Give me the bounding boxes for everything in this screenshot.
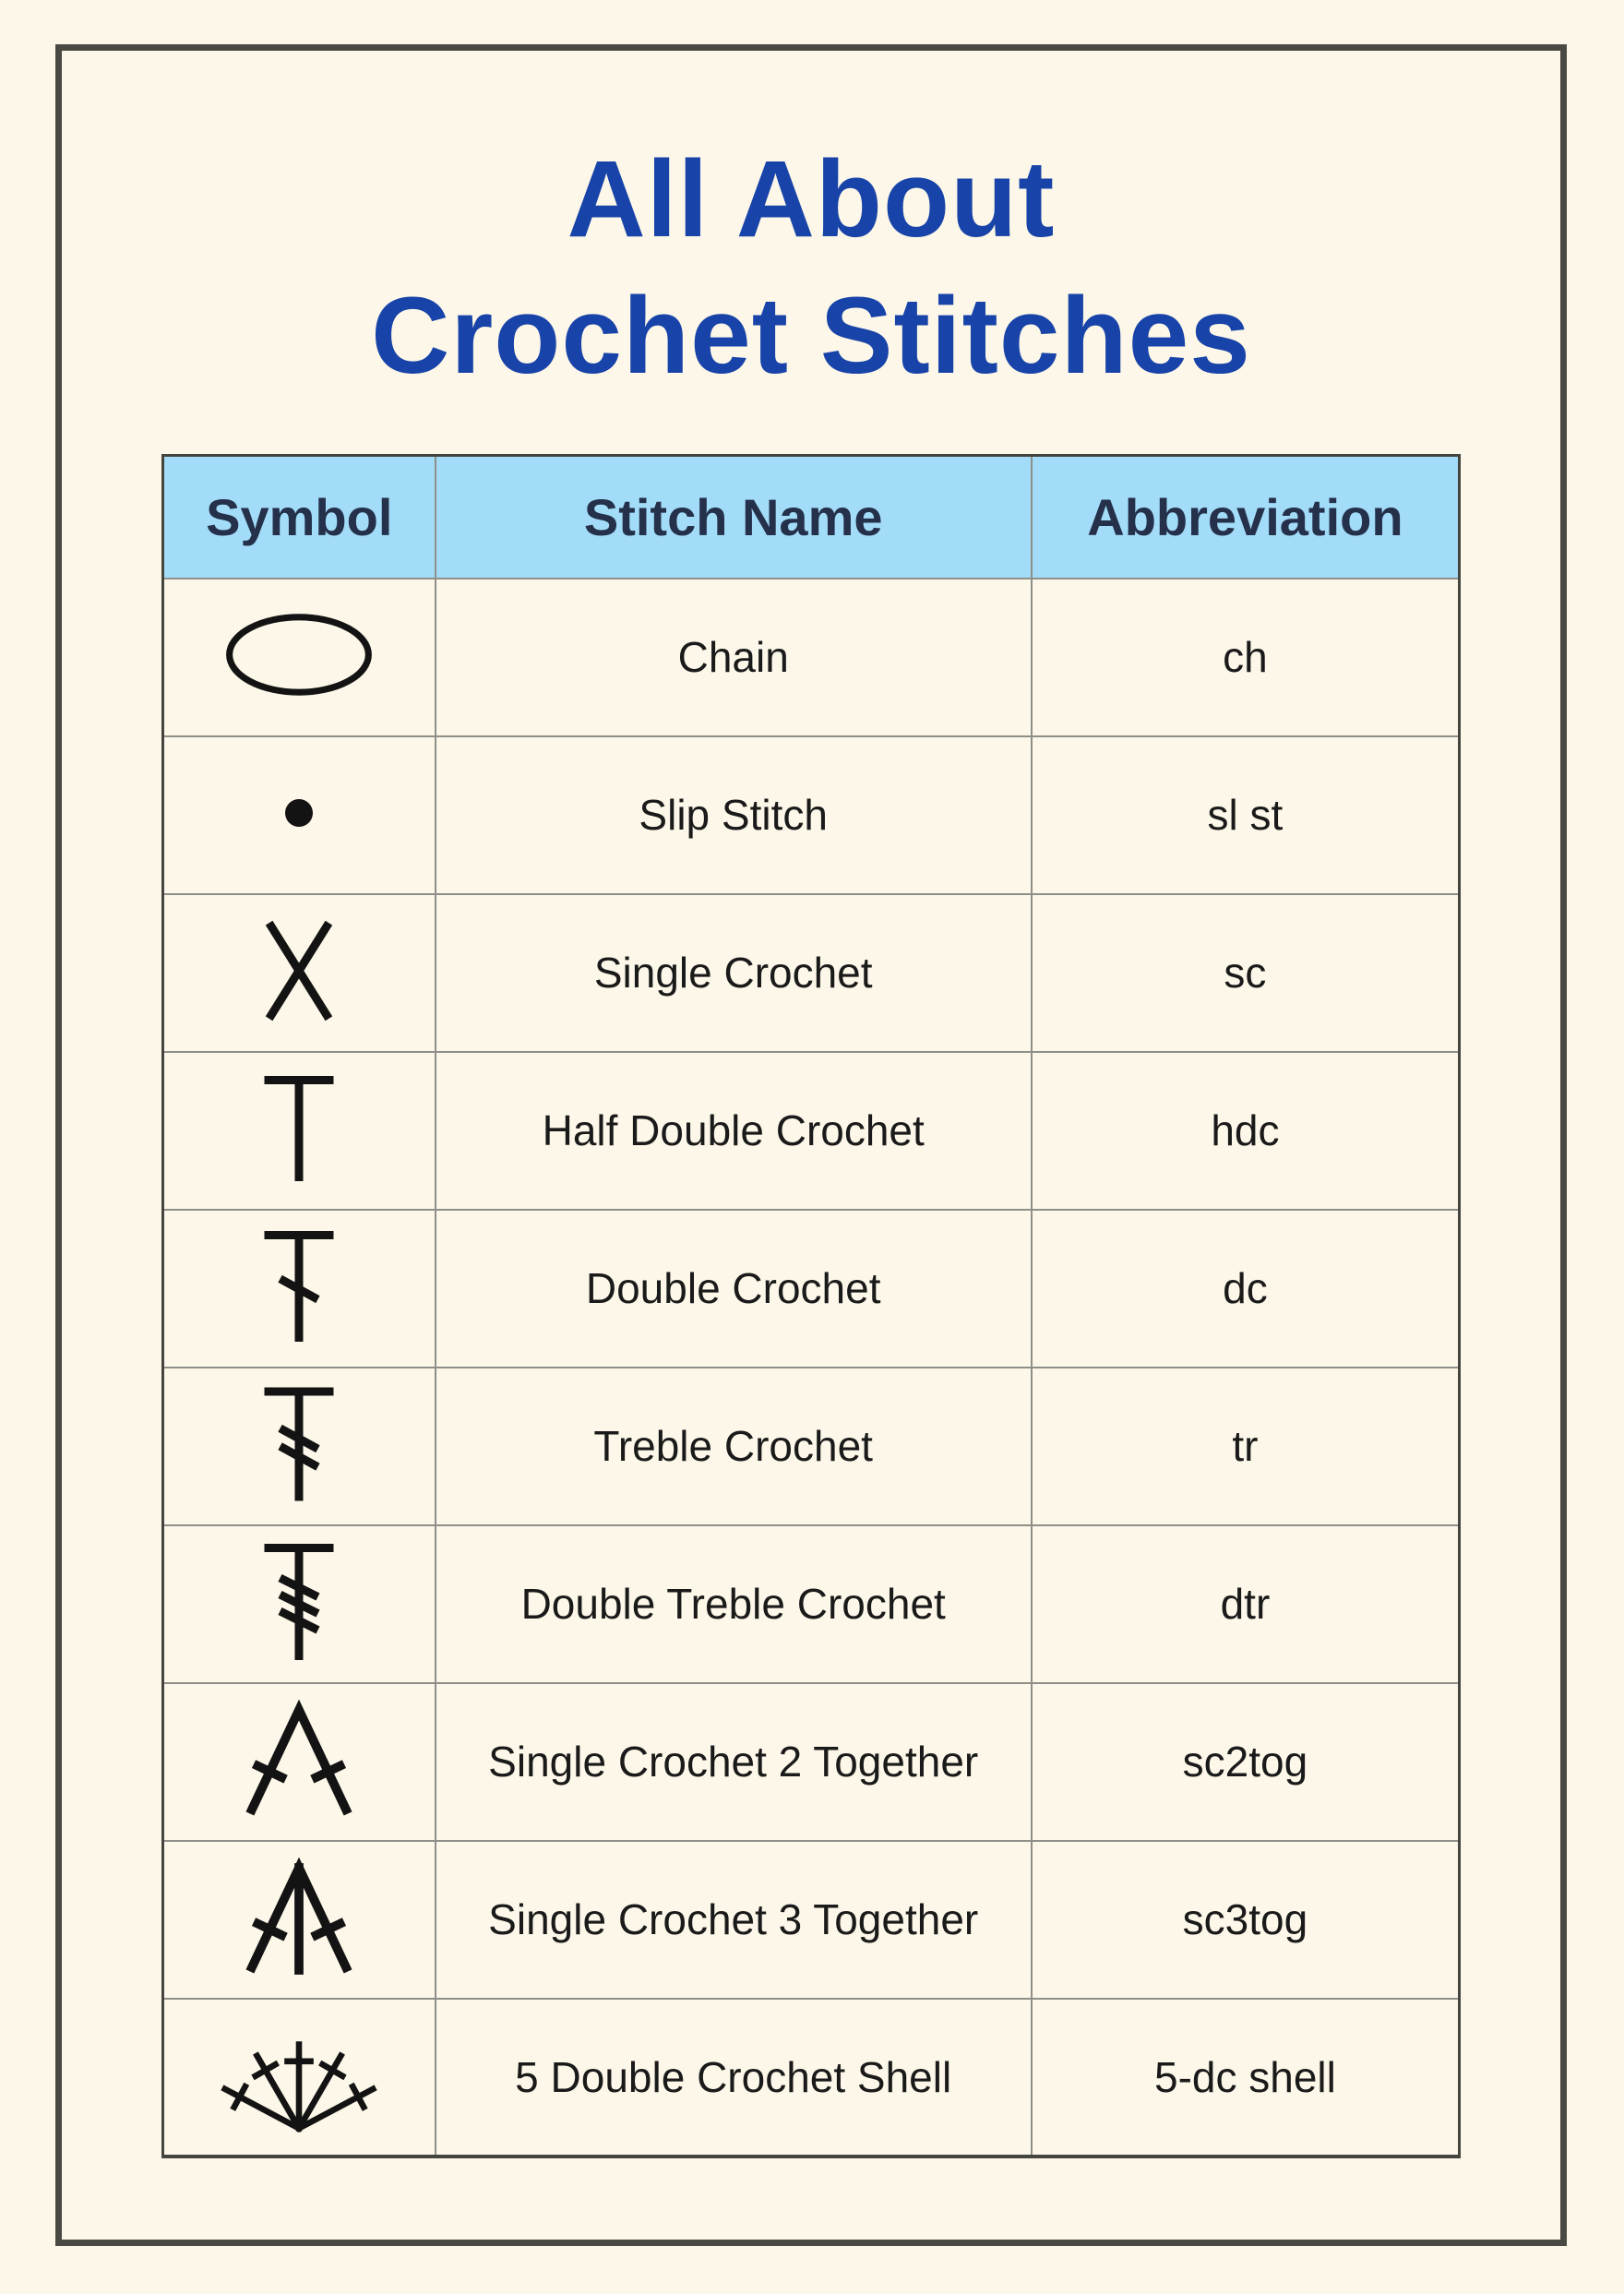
page-border-frame	[55, 44, 1567, 2246]
stitch-abbreviation: ch	[1032, 579, 1460, 736]
double-treble-crochet-t3-icon	[230, 1533, 368, 1671]
stitch-name: Chain	[436, 579, 1032, 736]
table-row	[163, 1210, 1460, 1368]
sc2tog-icon	[230, 1691, 368, 1829]
table-row	[163, 1052, 1460, 1210]
column-header-symbol: Symbol	[163, 456, 436, 579]
stitch-abbreviation: dc	[1032, 1210, 1460, 1368]
symbol-cell	[163, 894, 436, 1052]
symbol-cell	[163, 1525, 436, 1683]
stitch-abbreviation: tr	[1032, 1368, 1460, 1525]
stitch-abbreviation: 5-dc shell	[1032, 1999, 1460, 2157]
crochet-stitch-table	[161, 454, 1461, 2158]
symbol-cell	[163, 1841, 436, 1999]
symbol-cell	[163, 1210, 436, 1368]
stitch-abbreviation: sl st	[1032, 736, 1460, 894]
stitch-abbreviation: sc2tog	[1032, 1683, 1460, 1841]
stitch-name: Single Crochet	[436, 894, 1032, 1052]
slip-stitch-dot-icon	[230, 744, 368, 882]
stitch-abbreviation: hdc	[1032, 1052, 1460, 1210]
stitch-name: 5 Double Crochet Shell	[436, 1999, 1032, 2157]
table-header-row	[163, 456, 1460, 579]
table-row	[163, 1683, 1460, 1841]
table-row	[163, 736, 1460, 894]
table-row	[163, 1525, 1460, 1683]
half-double-crochet-t-icon	[230, 1059, 368, 1198]
page-title	[62, 132, 1560, 404]
column-header-abbreviation: Abbreviation	[1032, 456, 1460, 579]
stitch-name: Double Treble Crochet	[436, 1525, 1032, 1683]
stitch-name: Single Crochet 3 Together	[436, 1841, 1032, 1999]
table-row	[163, 1368, 1460, 1525]
stitch-abbreviation: sc3tog	[1032, 1841, 1460, 1999]
chain-oval-icon	[221, 606, 377, 703]
column-header-stitch-name: Stitch Name	[436, 456, 1032, 579]
table-body	[163, 579, 1460, 2157]
title-line-1: All About	[567, 138, 1056, 260]
treble-crochet-t2-icon	[230, 1375, 368, 1513]
table-header	[163, 456, 1460, 579]
stitch-name: Treble Crochet	[436, 1368, 1032, 1525]
stitch-name: Single Crochet 2 Together	[436, 1683, 1032, 1841]
stitch-name: Slip Stitch	[436, 736, 1032, 894]
table-row	[163, 579, 1460, 736]
table-row	[163, 1999, 1460, 2157]
symbol-cell	[163, 1052, 436, 1210]
table-row	[163, 894, 1460, 1052]
symbol-cell	[163, 1999, 436, 2157]
stitch-name: Double Crochet	[436, 1210, 1032, 1368]
sc3tog-icon	[230, 1848, 368, 1987]
stitch-name: Half Double Crochet	[436, 1052, 1032, 1210]
stitch-abbreviation: sc	[1032, 894, 1460, 1052]
symbol-cell	[163, 1368, 436, 1525]
stitch-abbreviation: dtr	[1032, 1525, 1460, 1683]
title-line-2: Crochet Stitches	[371, 274, 1251, 397]
shell-5dc-icon	[197, 2010, 400, 2140]
single-crochet-x-icon	[230, 902, 368, 1040]
double-crochet-t1-icon	[230, 1217, 368, 1356]
table-row	[163, 1841, 1460, 1999]
symbol-cell	[163, 736, 436, 894]
symbol-cell	[163, 579, 436, 736]
symbol-cell	[163, 1683, 436, 1841]
